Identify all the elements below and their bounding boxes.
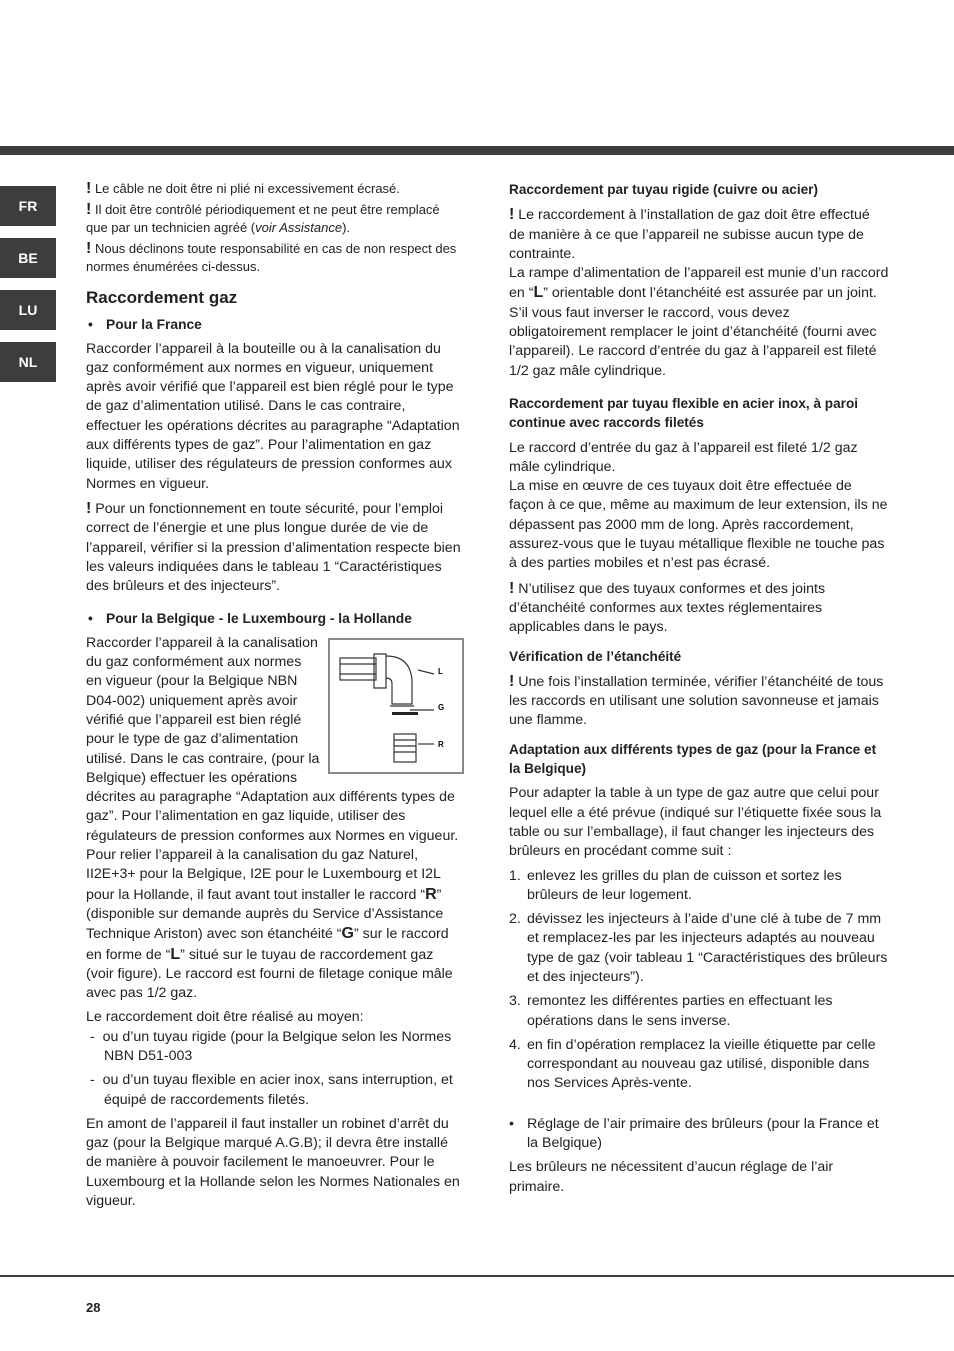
exclamation-icon: ! bbox=[509, 206, 515, 224]
footer-line bbox=[0, 1275, 954, 1277]
exclamation-icon: ! bbox=[86, 180, 92, 197]
air-bullet: • Réglage de l’air primaire des brûleurs (pour la France et la Belgique) bbox=[509, 1115, 889, 1154]
warnings bbox=[86, 180, 464, 276]
france-heading: • Pour la France bbox=[86, 315, 464, 334]
flex-heading: Raccordement par tuyau flexible en acier inox, à paroi continue avec raccords filetés bbox=[509, 395, 859, 431]
label-r: R bbox=[438, 739, 444, 749]
page-number: 28 bbox=[86, 1300, 101, 1315]
step-1: 1. enlevez les grilles du plan de cuisson et sortez les brûleurs de leur logement. bbox=[509, 867, 842, 903]
flex-paragraph-3: ! N’utilisez que des tuyaux conformes et des joints d’étanchéité conformes aux textes réglementaires applicables dans le pays. bbox=[509, 579, 826, 636]
dash-item-1: - ou d’un tuyau rigide (pour la Belgique selon les Normes NBN D51-003 bbox=[90, 1028, 452, 1064]
lang-tab-be: BE bbox=[0, 238, 56, 278]
france-paragraph-2: ! Pour un fonctionnement en toute sécurité, pour l’emploi correct de l’énergie et une plus longue durée de vie de l’appareil, vérifier si la pression d’alimentation respecte bien les valeurs indiquées dans le tableau 1 “Caractéristiques des brûleurs et des injecteurs”. bbox=[86, 499, 461, 595]
label-l: L bbox=[438, 666, 443, 676]
exclamation-icon: ! bbox=[509, 672, 515, 690]
step-2: 2. dévissez les injecteurs à l’aide d’une clé à tube de 7 mm et remplacez-les par les injecteurs adaptés au nouveau type de gaz (voir tableau 1 “Caractéristiques des brûleurs et des injecteurs”). bbox=[509, 911, 888, 985]
left-column bbox=[86, 180, 464, 1216]
dash-item-2: - ou d’un tuyau flexible en acier inox, sans interruption, et équipé de raccordements filetés. bbox=[90, 1072, 453, 1108]
exclamation-icon: ! bbox=[86, 201, 92, 218]
step-3: 3. remontez les différentes parties en effectuant les opérations dans le sens inverse. bbox=[509, 993, 833, 1029]
rigid-paragraph-2: La rampe d’alimentation de l’appareil est munie d’un raccord en “L” orientable dont l’étanchéité est assurée par un joint. S’il vous faut inverser le raccord, vous devez obligatoirement remplacer le joint d’étanchéité (fourni avec l’appareil). Le raccord d’entrée du gaz à l’appareil est fileté 1/2 gaz mâle cylindrique. bbox=[509, 265, 889, 379]
flex-paragraph-1: Le raccord d’entrée du gaz à l’appareil est fileté 1/2 gaz mâle cylindrique. bbox=[509, 439, 858, 475]
exclamation-icon: ! bbox=[509, 579, 515, 597]
check-paragraph-1: ! Une fois l’installation terminée, vérifier l’étanchéité de tous les raccords en utilisant une solution savonneuse et jamais une flamme. bbox=[509, 672, 884, 729]
section-title: Raccordement gaz bbox=[86, 288, 238, 307]
gas-connector-figure bbox=[328, 638, 464, 774]
lang-tab-lu: LU bbox=[0, 290, 56, 330]
language-tabs bbox=[0, 186, 56, 394]
warning-3: ! Nous déclinons toute responsabilité en cas de non respect des normes énumérées ci-dessus. bbox=[86, 240, 457, 274]
adapt-paragraph-1: Pour adapter la table à un type de gaz autre que celui pour lequel elle a été prévue (indiqué sur l’étiquette fixée sous la table ou sur l’emballage), il faut changer les injecteurs des brûleurs en procédant comme suit : bbox=[509, 785, 882, 860]
belgium-paragraph-2: Le raccordement doit être réalisé au moyen: bbox=[86, 1009, 364, 1026]
lang-tab-fr: FR bbox=[0, 186, 56, 226]
rigid-paragraph-1: ! Le raccordement à l’installation de gaz doit être effectué de manière à ce que l’appareil ne subisse aucun type de contrainte. bbox=[509, 206, 870, 262]
france-paragraph-1: Raccorder l’appareil à la bouteille ou à la canalisation du gaz conformément aux normes en vigueur, uniquement après avoir vérifié que l’appareil est bien réglé pour le type de gaz d’alimentation utilisé. Dans le cas contraire, effectuer les opérations décrites au paragraphe “Adaptation aux différents types de gaz”. Pour l’alimentation en gaz liquide, utiliser des régulateurs de pression conformes aux Normes en vigueur. bbox=[86, 340, 460, 492]
right-column bbox=[509, 180, 889, 1202]
exclamation-icon: ! bbox=[86, 499, 92, 517]
label-g: G bbox=[438, 702, 445, 712]
connector-diagram bbox=[330, 640, 462, 772]
flex-paragraph-2: La mise en œuvre de ces tuyaux doit être effectuée de façon à ce que, même au maximum de leur extension, ils ne dépassent pas 2000 mm de long. Après raccordement, assurez-vous que le tuyau métallique flexible ne touche pas à des parties mobiles et n’est pas écrasé. bbox=[509, 478, 888, 572]
warning-1: ! Le câble ne doit être ni plié ni excessivement écrasé. bbox=[86, 180, 400, 197]
exclamation-icon: ! bbox=[86, 240, 92, 257]
warning-2: ! Il doit être contrôlé périodiquement et ne peut être remplacé que par un technicien agréé (voir Assistance). bbox=[86, 201, 440, 235]
belgium-paragraph-1: Raccorder l’appareil à la canalisation du gaz conformément aux normes en vigueur (pour la Belgique NBN D04-002) uniquement après avoir vérifié que l’appareil est bien réglé pour le type de gaz d’alimentation utilisé. Dans le cas contraire, (pour la Belgique) effectuer les opérations décrites au paragraphe “Adaptation aux différents types de gaz”. Pour l’alimentation en gaz liquide, utiliser des régulateurs de pression conformes aux Normes en vigueur. Pour relier l’appareil à la canalisation du gaz Naturel, II2E+3+ pour la Belgique, I2E pour le Luxembourg et I2L pour la Hollande, il faut avant tout installer le raccord “R” (disponible sur demande auprès du Service d’Assistance Technique Ariston) avec son étanchéité “G” sur le raccord en forme de “L” situé sur le tuyau de raccordement gaz (voir figure). Le raccord est fourni de filetage conique mâle avec pas 1/2 gaz. bbox=[86, 634, 459, 1002]
check-heading: Vérification de l’étanchéité bbox=[509, 648, 682, 664]
header-bar bbox=[0, 146, 954, 155]
belgium-paragraph-3: En amont de l’appareil il faut installer un robinet d’arrêt du gaz (pour la Belgique marqué A.G.B); il devra être installé de manière à pouvoir facilement le manoeuvrer. Pour le Luxembourg et la Hollande selon les Normes Nationales en vigueur. bbox=[86, 1115, 460, 1210]
step-4: 4. en fin d’opération remplacez la vieille étiquette par celle correspondant au nouveau gaz utilisé, disponible dans nos Services Après-vente. bbox=[509, 1036, 876, 1092]
adapt-heading: Adaptation aux différents types de gaz (pour la France et la Belgique) bbox=[509, 741, 877, 777]
rigid-heading: Raccordement par tuyau rigide (cuivre ou acier) bbox=[509, 182, 818, 197]
air-paragraph-1: Les brûleurs ne nécessitent d’aucun réglage de l’air primaire. bbox=[509, 1159, 834, 1195]
belgium-heading: • Pour la Belgique - le Luxembourg - la Hollande bbox=[86, 609, 464, 628]
lang-tab-nl: NL bbox=[0, 342, 56, 382]
